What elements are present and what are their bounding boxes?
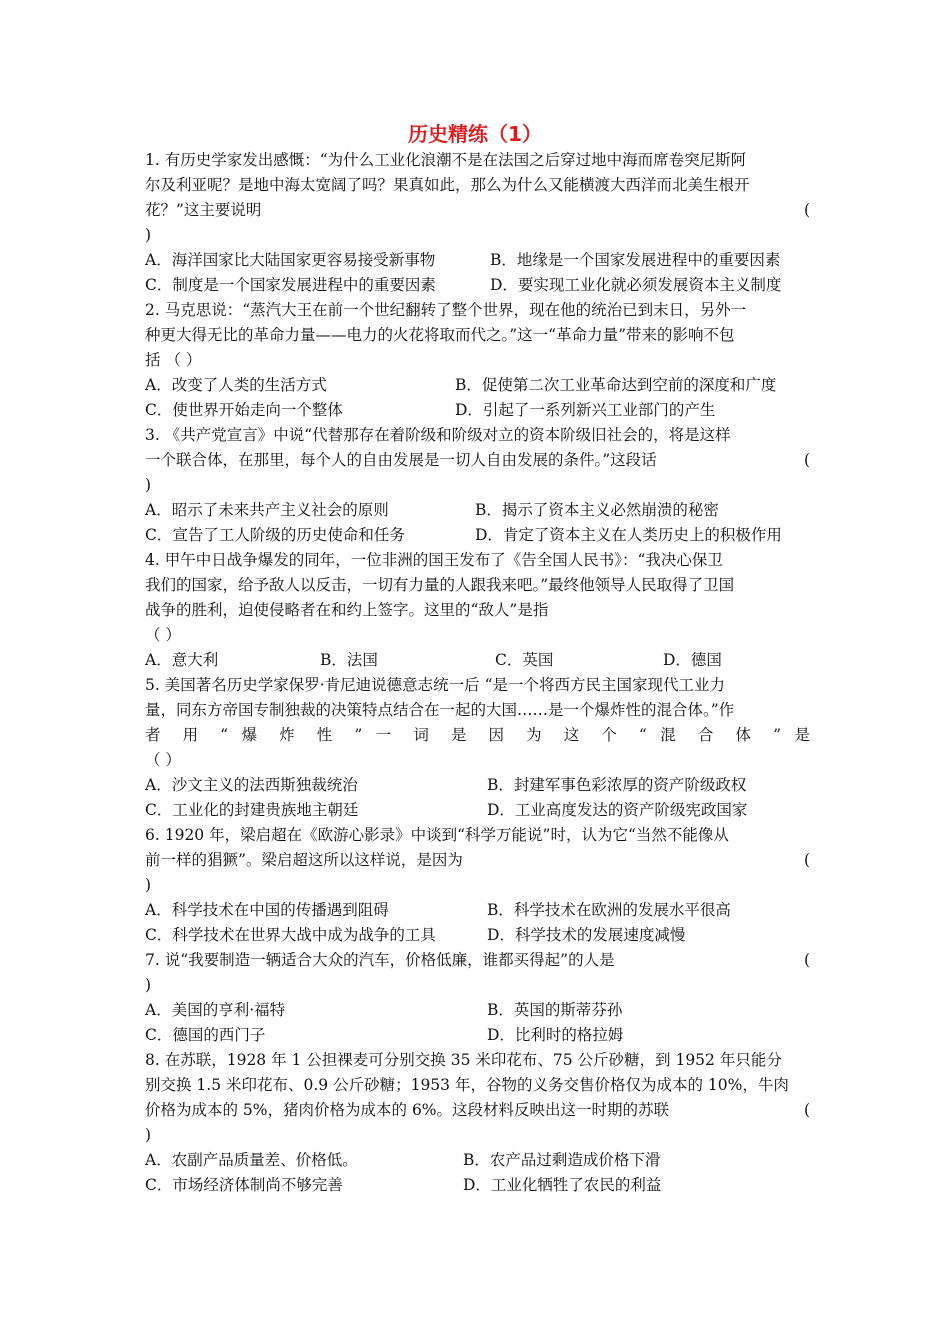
question-text-line: 1. 有历史学家发出感慨：“为什么工业化浪潮不是在法国之后穿过地中海而席卷突尼斯阿	[145, 151, 747, 169]
question-text-line: 价格为成本的 5%，猪肉价格为成本的 6%。这段材料反映出这一时期的苏联	[145, 1101, 670, 1119]
question-2	[145, 298, 810, 423]
option-b: B．农产品过剩造成价格下滑	[463, 1151, 661, 1169]
question-text-line: 4. 甲午中日战争爆发的同年，一位非洲的国王发布了《告全国人民书》：“我决心保卫	[145, 551, 723, 569]
question-text-line: 7. 说“我要制造一辆适合大众的汽车，价格低廉，谁都买得起”的人是	[145, 951, 615, 969]
option-row	[145, 923, 810, 948]
option-c: C．科学技术在世界大战中成为战争的工具	[145, 926, 436, 944]
option-row	[145, 523, 810, 548]
option-row	[145, 248, 810, 273]
answer-bracket-close: )	[145, 876, 152, 894]
option-row	[145, 998, 810, 1023]
option-a: A．意大利	[145, 651, 219, 669]
option-d: D．肯定了资本主义在人类历史上的积极作用	[475, 526, 782, 544]
question-4	[145, 548, 810, 673]
option-a: A．科学技术在中国的传播遇到阻碍	[145, 901, 389, 919]
question-text-line: 者 用 “ 爆 炸 性 ” 一 词 是 因 为 这 个 “ 混 合 体 ” 是	[145, 726, 810, 744]
option-c: C．英国	[495, 651, 554, 669]
answer-bracket-close: )	[145, 976, 152, 994]
option-row	[145, 373, 810, 398]
option-d: D．德国	[663, 651, 722, 669]
option-b: B．法国	[320, 651, 378, 669]
option-row	[145, 398, 810, 423]
option-b: B．封建军事色彩浓厚的资产阶级政权	[487, 776, 747, 794]
option-row	[145, 773, 810, 798]
question-text-line: 我们的国家，给予敌人以反击，一切有力量的人跟我来吧。”最终他领导人民取得了卫国	[145, 576, 735, 594]
question-6	[145, 823, 810, 948]
question-text-line: 5. 美国著名历史学家保罗·肯尼迪说德意志统一后 “是一个将西方民主国家现代工业力	[145, 676, 725, 694]
question-text-line: 8. 在苏联，1928 年 1 公担裸麦可分别交换 35 米印花布、75 公斤砂糖，到 1952 年只能分	[145, 1051, 782, 1069]
question-3	[145, 423, 810, 548]
option-b: B．揭示了资本主义必然崩溃的秘密	[475, 501, 719, 519]
option-d: D．引起了一系列新兴工业部门的产生	[455, 401, 716, 419]
option-d: D．工业化牺牲了农民的利益	[463, 1176, 662, 1194]
option-row	[145, 648, 810, 673]
question-list	[145, 148, 810, 1198]
option-a: A．海洋国家比大陆国家更容易接受新事物	[145, 251, 436, 269]
option-row	[145, 798, 810, 823]
option-c: C．制度是一个国家发展进程中的重要因素	[145, 276, 436, 294]
question-8	[145, 1048, 810, 1198]
question-7	[145, 948, 810, 1048]
option-c: C．德国的西门子	[145, 1026, 266, 1044]
option-a: A．农副产品质量差、价格低。	[145, 1151, 358, 1169]
option-b: B．科学技术在欧洲的发展水平很高	[487, 901, 731, 919]
question-text-line: 量，同东方帝国专制独裁的决策特点结合在一起的大国……是一个爆炸性的混合体。”作	[145, 701, 735, 719]
option-d: D．科学技术的发展速度减慢	[487, 926, 686, 944]
question-text-line: 一个联合体，在那里，每个人的自由发展是一切人自由发展的条件。”这段话	[145, 451, 657, 469]
option-a: A．昭示了未来共产主义社会的原则	[145, 501, 389, 519]
question-text-line: 3. 《共产党宣言》中说“代替那存在着阶级和阶级对立的资本阶级旧社会的，将是这样	[145, 426, 731, 444]
option-a: A．美国的亨利·福特	[145, 1001, 286, 1019]
question-1	[145, 148, 810, 298]
question-text-line: 括 （ ）	[145, 351, 202, 369]
answer-bracket-open: (	[803, 1101, 810, 1119]
option-row	[145, 498, 810, 523]
answer-bracket: （ ）	[145, 751, 181, 769]
option-row	[145, 1173, 810, 1198]
question-text-line: 别交换 1.5 米印花布、0.9 公斤砂糖；1953 年，谷物的义务交售价格仅为成本的 10%，牛肉	[145, 1076, 789, 1094]
answer-bracket-close: )	[145, 226, 152, 244]
question-5	[145, 673, 810, 823]
option-b: B．地缘是一个国家发展进程中的重要因素	[490, 251, 781, 269]
question-text-line: 战争的胜利，迫使侵略者在和约上签字。这里的“敌人”是指	[145, 601, 549, 619]
option-d: D．比利时的格拉姆	[487, 1026, 624, 1044]
page-title: 历史精练（1）	[408, 122, 542, 146]
option-a: A．沙文主义的法西斯独裁统治	[145, 776, 358, 794]
option-row	[145, 1023, 810, 1048]
option-row	[145, 898, 810, 923]
option-row	[145, 273, 810, 298]
option-d: D．要实现工业化就必须发展资本主义制度	[490, 276, 782, 294]
answer-bracket-open: (	[803, 451, 810, 469]
option-c: C．使世界开始走向一个整体	[145, 401, 343, 419]
answer-bracket-open: (	[803, 201, 810, 219]
option-b: B．促使第二次工业革命达到空前的深度和广度	[455, 376, 777, 394]
answer-bracket-open: (	[803, 851, 810, 869]
option-a: A．改变了人类的生活方式	[145, 376, 327, 394]
option-c: C．市场经济体制尚不够完善	[145, 1176, 343, 1194]
answer-bracket-close: )	[145, 1126, 152, 1144]
question-text-line: 6. 1920 年，梁启超在《欧游心影录》中谈到“科学万能说”时，认为它“当然不能像从	[145, 826, 729, 844]
answer-bracket-close: )	[145, 476, 152, 494]
question-text-line: 花？”这主要说明	[145, 201, 262, 219]
option-c: C．工业化的封建贵族地主朝廷	[145, 801, 359, 819]
option-b: B．英国的斯蒂芬孙	[487, 1001, 623, 1019]
option-d: D．工业高度发达的资产阶级宪政国家	[487, 801, 748, 819]
option-row	[145, 1148, 810, 1173]
answer-bracket: （ ）	[145, 626, 181, 644]
question-text-line: 2. 马克思说：“蒸汽大王在前一个世纪翻转了整个世界，现在他的统治已到末日，另外一	[145, 301, 747, 319]
option-c: C．宣告了工人阶级的历史使命和任务	[145, 526, 405, 544]
question-text-line: 尔及利亚呢？是地中海太宽阔了吗？果真如此，那么为什么又能横渡大西洋而北美生根开	[145, 176, 750, 194]
answer-bracket-open: (	[803, 951, 810, 969]
question-text-line: 前一样的猖獗”。梁启超这所以这样说，是因为	[145, 851, 463, 869]
question-text-line: 种更大得无比的革命力量——电力的火花将取而代之。”这一“革命力量”带来的影响不包	[145, 326, 735, 344]
